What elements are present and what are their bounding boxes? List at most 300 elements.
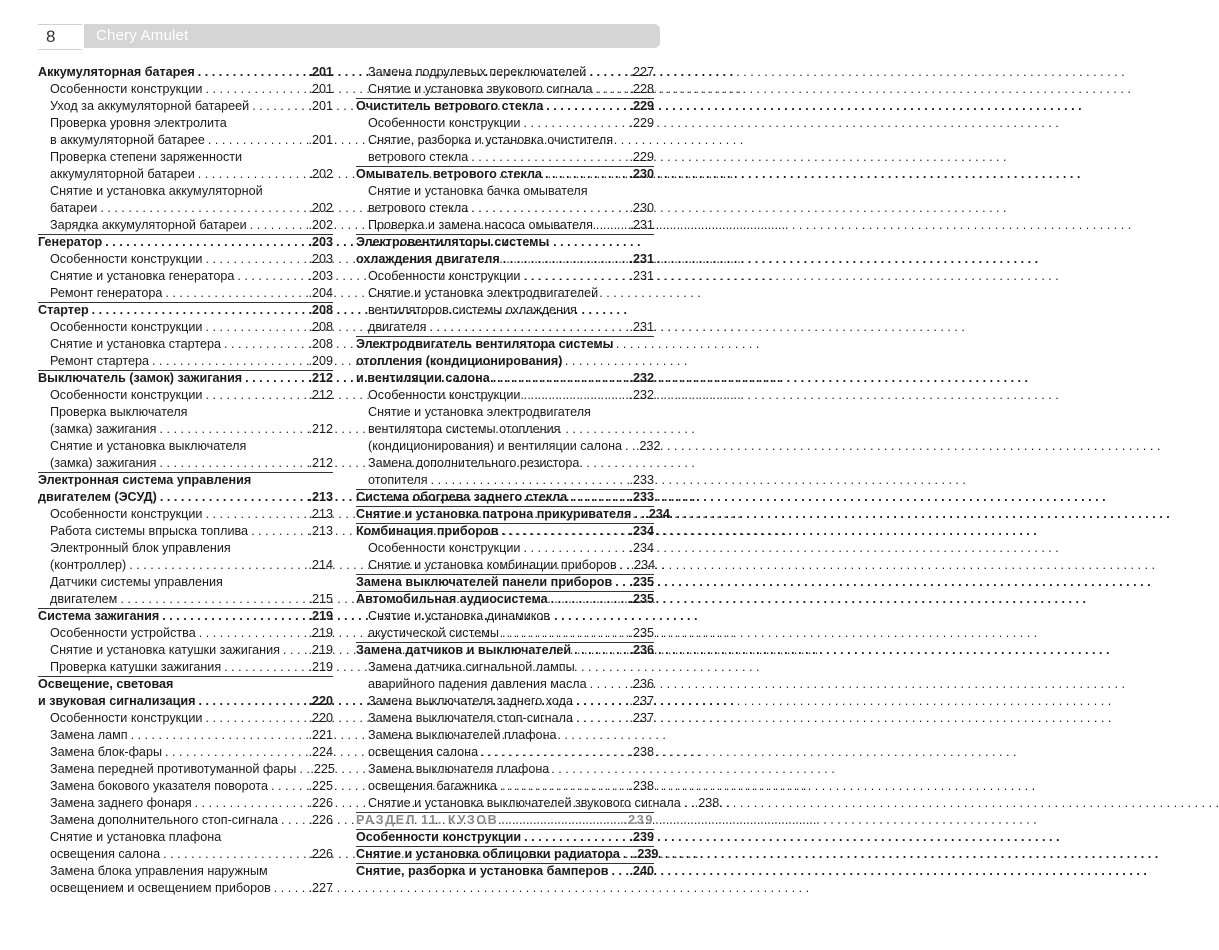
toc-entry[interactable] [356, 98, 654, 115]
divider [356, 863, 654, 864]
toc-entry-title: Снятие и установка электродвигателей [368, 286, 599, 300]
dot-leader [299, 761, 307, 778]
toc-subentry[interactable] [38, 268, 333, 285]
toc-subentry[interactable] [38, 727, 333, 744]
toc-entry-title: Омыватель ветрового стекла [356, 167, 543, 181]
toc-subentry[interactable] [356, 217, 654, 234]
toc-page-number: .212 [308, 388, 333, 402]
toc-subentry[interactable] [38, 761, 333, 778]
toc-subentry[interactable] [356, 761, 654, 795]
toc-entry-title: аккумуляторной батареи [50, 167, 195, 181]
toc-subentry[interactable] [356, 132, 654, 166]
dot-leader [431, 472, 627, 489]
toc-entry-title: Замена выключателя плафона [368, 762, 550, 776]
divider [356, 234, 654, 235]
dot-leader [224, 659, 305, 676]
toc-subentry[interactable] [356, 727, 654, 761]
toc-page-number: .239 [623, 813, 654, 827]
dot-leader [625, 438, 633, 455]
divider [356, 829, 654, 830]
toc-entry-title: Особенности конструкции [50, 252, 203, 266]
dot-leader [596, 217, 627, 234]
toc-entry-title: Комбинация приборов [356, 524, 499, 538]
toc-entry-title: отопления (кондиционирования) [356, 354, 563, 368]
dot-leader [100, 200, 305, 217]
dot-leader [612, 863, 627, 880]
toc-subentry[interactable] [38, 540, 333, 574]
toc-entry-title: Датчики системы управления [50, 575, 223, 589]
toc-page-number: .236 [629, 677, 654, 691]
toc-subentry[interactable] [356, 183, 654, 217]
toc-page-number: .209 [308, 354, 333, 368]
dot-leader [589, 64, 626, 81]
toc-page-number: .234 [629, 524, 654, 538]
toc-page-number: .201 [308, 99, 333, 113]
toc-entry-title: двигателя [368, 320, 427, 334]
dot-leader [523, 115, 626, 132]
toc-entry[interactable] [356, 829, 654, 846]
toc-entry-title: аварийного падения давления масла [368, 677, 587, 691]
dot-leader [283, 642, 306, 659]
toc-entry-title: Снятие и установка выключателей звукового сигнала [368, 796, 681, 810]
toc-page-number: .235 [629, 575, 654, 589]
toc-page-number: .208 [308, 320, 333, 334]
toc-entry-title: Снятие и установка комбинации приборов [368, 558, 617, 572]
toc-page-number: .232 [629, 388, 654, 402]
toc-page-number: .229 [629, 150, 654, 164]
toc-subentry[interactable] [38, 217, 333, 234]
toc-subentry[interactable] [38, 319, 333, 336]
toc-page-number: .201 [308, 65, 333, 79]
toc-entry-title: Замена выключателя заднего хода [368, 694, 573, 708]
toc-entry-title: двигателем (ЭСУД) [38, 490, 157, 504]
divider [356, 506, 654, 507]
divider [356, 98, 654, 99]
toc-page-number: .231 [629, 320, 654, 334]
toc-subentry[interactable] [38, 710, 333, 727]
dot-leader [198, 693, 305, 710]
divider [38, 472, 333, 473]
toc-page-number: .238 [629, 779, 654, 793]
dot-leader [205, 81, 305, 98]
toc-entry-title: Автомобильная аудиосистема [356, 592, 548, 606]
toc-page-number: .229 [629, 99, 654, 113]
toc-entry-title: Очиститель ветрового стекла [356, 99, 544, 113]
dot-leader [500, 778, 627, 795]
toc-page-number: .220 [308, 711, 333, 725]
toc-page-number: .235 [629, 626, 654, 640]
toc-entry-title: Замена выключателей плафона [368, 728, 557, 742]
toc-entry-title: освещения багажника [368, 779, 497, 793]
dot-leader [523, 540, 626, 557]
dot-leader [199, 625, 306, 642]
dot-leader [92, 302, 306, 319]
toc-subentry[interactable] [38, 98, 333, 115]
toc-entry[interactable] [356, 846, 659, 863]
dot-leader [205, 506, 305, 523]
toc-entry[interactable] [356, 591, 654, 608]
toc-entry-title: Снятие и установка выключателя [50, 439, 247, 453]
divider [38, 608, 333, 609]
toc-page-number: .213 [308, 507, 333, 521]
toc-entry-title: Особенности устройства [50, 626, 196, 640]
dot-leader [160, 489, 306, 506]
toc-page-number: .234 [645, 507, 670, 521]
toc-entry-title: (кондиционирования) и вентиляции салона [368, 439, 623, 453]
toc-entry-title: Зарядка аккумуляторной батареи [50, 218, 247, 232]
toc-page-number: .238 [629, 745, 654, 759]
toc-subentry[interactable] [38, 863, 333, 897]
toc-page-number: .201 [308, 133, 333, 147]
toc-entry-title: Генератор [38, 235, 103, 249]
toc-subentry[interactable] [38, 523, 333, 540]
dot-leader [620, 557, 628, 574]
dot-leader [576, 693, 627, 710]
toc-entry-title: (замка) зажигания [50, 422, 157, 436]
toc-entry-title: Снятие и установка патрона прикуривателя [356, 507, 632, 521]
toc-page-number: .227 [629, 65, 654, 79]
toc-entry-title: Снятие и установка плафона [50, 830, 222, 844]
dot-leader [590, 676, 627, 693]
toc-subentry[interactable] [356, 387, 654, 404]
divider [356, 812, 654, 813]
toc-page-number: .231 [629, 218, 654, 232]
toc-entry[interactable] [356, 574, 654, 591]
toc-entry-title: ветрового стекла [368, 150, 469, 164]
toc-subentry[interactable] [356, 404, 661, 455]
toc-entry-title: Аккумуляторная батарея [38, 65, 195, 79]
toc-entry-title: Замена выключателей панели приборов [356, 575, 613, 589]
toc-entry-title: Выключатель (замок) зажигания [38, 371, 243, 385]
toc-subentry[interactable] [356, 115, 654, 132]
toc-subentry[interactable] [356, 64, 654, 81]
toc-entry[interactable] [38, 370, 333, 387]
toc-entry-title: РАЗДЕЛ 11. КУЗОВ [356, 813, 499, 827]
toc-entry[interactable] [356, 336, 654, 387]
dot-leader [271, 778, 305, 795]
toc-entry-title: Особенности конструкции [50, 388, 203, 402]
header-title: Chery Amulet [96, 27, 189, 44]
dot-leader [159, 421, 305, 438]
dot-leader [570, 489, 626, 506]
toc-page-number: .236 [629, 643, 654, 657]
toc-subentry[interactable] [356, 268, 654, 285]
toc-subentry[interactable] [356, 540, 654, 557]
toc-subentry[interactable] [38, 404, 333, 438]
toc-entry-title: Освещение, световая [38, 677, 174, 691]
toc-entry-title: Снятие и установка бачка омывателя [368, 184, 588, 198]
dot-leader [159, 455, 305, 472]
toc-page-number: .233 [629, 473, 654, 487]
toc-entry-title: Особенности конструкции [50, 507, 203, 521]
dot-leader [545, 166, 626, 183]
toc-entry-title: (замка) зажигания [50, 456, 157, 470]
toc-page-number: .219 [308, 660, 333, 674]
toc-subentry[interactable] [38, 387, 333, 404]
toc-subentry[interactable] [38, 81, 333, 98]
toc-subentry[interactable] [38, 829, 333, 863]
toc-page-number: .212 [308, 422, 333, 436]
toc-section-heading[interactable] [356, 812, 654, 829]
toc-entry-title: Замена заднего фонаря [50, 796, 192, 810]
dot-leader [471, 149, 626, 166]
toc-entry-title: Особенности конструкции [50, 82, 203, 96]
divider [356, 336, 654, 337]
toc-page-number: .226 [308, 796, 333, 810]
toc-entry-title: Снятие и установка электродвигателя [368, 405, 591, 419]
toc-entry-title: Снятие и установка звукового сигнала [368, 82, 593, 96]
toc-subentry[interactable] [356, 608, 654, 642]
toc-entry-title: Снятие, разборка и установка очистителя [368, 133, 614, 147]
toc-page-number: .229 [629, 116, 654, 130]
toc-page-number: .208 [308, 337, 333, 351]
toc-page-number: .225 [308, 779, 333, 793]
toc-page-number: .227 [308, 881, 333, 895]
toc-page-number: .219 [308, 609, 333, 623]
toc-page-number: .214 [308, 558, 333, 572]
dot-leader [224, 336, 305, 353]
toc-entry-title: Особенности конструкции [368, 116, 521, 130]
toc-subentry[interactable] [38, 625, 333, 642]
toc-entry-title: вентилятора системы отопления [368, 422, 561, 436]
toc-entry-title: Замена блок-фары [50, 745, 162, 759]
toc-subentry[interactable] [38, 744, 333, 761]
toc-subentry[interactable] [38, 149, 333, 183]
toc-entry[interactable] [356, 523, 654, 540]
toc-subentry[interactable] [356, 455, 654, 489]
toc-entry-title: (контроллер) [50, 558, 127, 572]
divider [356, 846, 654, 847]
toc-entry-title: Электронная система управления [38, 473, 252, 487]
dot-leader [120, 591, 305, 608]
toc-entry[interactable] [38, 234, 333, 251]
divider [356, 591, 654, 592]
toc-entry-title: Ремонт стартера [50, 354, 150, 368]
toc-page-number: .228 [629, 82, 654, 96]
toc-subentry[interactable] [38, 795, 333, 812]
toc-entry-title: Система зажигания [38, 609, 160, 623]
toc-entry-title: Проверка выключателя [50, 405, 188, 419]
toc-entry-title: Особенности конструкции [356, 830, 522, 844]
toc-page-number: .232 [636, 439, 661, 453]
dot-leader [205, 710, 305, 727]
dot-leader [493, 370, 627, 387]
page-number-box [38, 24, 82, 50]
dot-leader [684, 795, 692, 812]
toc-page-number: .233 [629, 490, 654, 504]
toc-entry-title: в аккумуляторной батарее [50, 133, 205, 147]
toc-entry-title: Замена ламп [50, 728, 128, 742]
toc-entry[interactable] [38, 676, 333, 710]
toc-entry[interactable] [356, 506, 670, 523]
toc-subentry[interactable] [38, 642, 333, 659]
dot-leader [205, 251, 305, 268]
toc-page-number: .213 [308, 524, 333, 538]
toc-subentry[interactable] [38, 336, 333, 353]
toc-entry-title: освещения салона [50, 847, 161, 861]
toc-entry-title: Проверка уровня электролита [50, 116, 227, 130]
dot-leader [250, 217, 306, 234]
toc-subentry[interactable] [356, 795, 720, 812]
toc-page-number: .212 [308, 371, 333, 385]
toc-entry[interactable] [356, 489, 654, 506]
toc-entry-title: Снятие и установка генератора [50, 269, 235, 283]
divider [38, 370, 333, 371]
toc-page-number: .203 [308, 235, 333, 249]
toc-entry-title: Замена бокового указателя поворота [50, 779, 269, 793]
toc-page-number: .226 [308, 813, 333, 827]
toc-entry-title: освещения салона [368, 745, 479, 759]
toc-entry-title: Уход за аккумуляторной батареей [50, 99, 250, 113]
toc-page-number: .234 [630, 558, 656, 572]
dot-leader [523, 268, 626, 285]
toc-entry-title: Снятие и установка динамиков [368, 609, 551, 623]
toc-entry-title: освещением и освещением приборов [50, 881, 271, 895]
toc-right-column [356, 64, 720, 880]
toc-page-number: .234 [629, 541, 654, 555]
dot-leader [430, 319, 627, 336]
toc-subentry[interactable] [356, 81, 654, 98]
dot-leader [208, 132, 306, 149]
dot-leader [195, 795, 306, 812]
toc-page-number: .237 [629, 711, 654, 725]
toc-entry-title: Снятие и установка облицовки радиатора [356, 847, 620, 861]
toc-page-number: .208 [308, 303, 333, 317]
dot-leader [105, 234, 305, 251]
dot-leader [251, 523, 305, 540]
toc-entry-title: Особенности конструкции [368, 269, 521, 283]
toc-entry-title: Проверка и замена насоса омывателя [368, 218, 593, 232]
toc-page-number: .202 [308, 218, 333, 232]
toc-entry[interactable] [356, 863, 654, 880]
toc-entry-title: и вентиляции салона [356, 371, 490, 385]
toc-entry-title: Снятие и установка стартера [50, 337, 222, 351]
toc-left-column [38, 64, 333, 897]
dot-leader [551, 591, 627, 608]
toc-subentry[interactable] [38, 115, 333, 149]
toc-entry-title: и звуковая сигнализация [38, 694, 196, 708]
toc-page-number: .231 [629, 269, 654, 283]
toc-entry-title: ветрового стекла [368, 201, 469, 215]
toc-subentry[interactable] [38, 506, 333, 523]
toc-page-number: .215 [308, 592, 333, 606]
toc-entry-title: Замена датчика сигнальной лампы [368, 660, 575, 674]
toc-entry-title: вентиляторов системы охлаждения [368, 303, 577, 317]
toc-page-number: .224 [308, 745, 333, 759]
toc-subentry[interactable] [38, 778, 333, 795]
dot-leader [623, 846, 631, 863]
dot-leader [502, 625, 627, 642]
dot-leader [481, 744, 626, 761]
toc-subentry[interactable] [38, 812, 333, 829]
dot-leader [198, 166, 306, 183]
toc-subentry[interactable] [38, 183, 333, 217]
toc-page-number: .219 [308, 626, 333, 640]
toc-entry[interactable] [38, 64, 333, 81]
toc-subentry[interactable] [356, 710, 654, 727]
page-header [38, 24, 660, 48]
toc-entry-title: Система обогрева заднего стекла [356, 490, 568, 504]
toc-entry-title: Ремонт генератора [50, 286, 163, 300]
divider [356, 574, 654, 575]
dot-leader [546, 98, 626, 115]
toc-page-number: .219 [308, 643, 333, 657]
toc-page-number: .212 [308, 456, 333, 470]
toc-page-number: .202 [308, 201, 333, 215]
divider [38, 302, 333, 303]
toc-entry-title: Замена выключателя стоп-сигнала [368, 711, 573, 725]
toc-entry-title: Проверка катушки зажигания [50, 660, 222, 674]
toc-page-number: .225 [310, 762, 335, 776]
divider [356, 642, 654, 643]
dot-leader [129, 557, 305, 574]
toc-subentry[interactable] [38, 659, 333, 676]
toc-entry-title: охлаждения двигателя [356, 252, 500, 266]
toc-entry-title: Электродвигатель вентилятора системы [356, 337, 614, 351]
dot-leader [152, 353, 305, 370]
toc-subentry[interactable] [38, 574, 333, 608]
divider [356, 166, 654, 167]
toc-subentry[interactable] [356, 659, 654, 693]
toc-entry-title: Электронный блок управления [50, 541, 231, 555]
toc-entry-title: Снятие, разборка и установка бамперов [356, 864, 609, 878]
toc-subentry[interactable] [356, 557, 654, 574]
toc-entry-title: Особенности конструкции [368, 388, 521, 402]
dot-leader [615, 574, 626, 591]
toc-entry[interactable] [356, 166, 654, 183]
toc-subentry[interactable] [38, 353, 333, 370]
toc-entry[interactable] [38, 608, 333, 625]
toc-page-number: .213 [308, 490, 333, 504]
dot-leader [252, 98, 305, 115]
toc-entry[interactable] [356, 234, 654, 268]
toc-entry-title: батареи [50, 201, 98, 215]
dot-leader [523, 387, 626, 404]
toc-subentry[interactable] [356, 285, 654, 336]
dot-leader [163, 846, 305, 863]
dot-leader [501, 812, 620, 829]
toc-page-number: .239 [633, 847, 659, 861]
dot-leader [165, 744, 305, 761]
dot-leader [471, 200, 626, 217]
toc-page-number: .203 [308, 269, 333, 283]
toc-entry-title: Замена подрулевых переключателей [368, 65, 587, 79]
toc-entry-title: Особенности конструкции [368, 541, 521, 555]
toc-subentry[interactable] [38, 285, 333, 302]
toc-page-number: .203 [308, 252, 333, 266]
dot-leader [198, 64, 306, 81]
toc-entry[interactable] [356, 642, 654, 659]
toc-entry[interactable] [38, 472, 333, 506]
toc-page-number: .226 [308, 847, 333, 861]
toc-entry-title: Снятие и установка аккумуляторной [50, 184, 263, 198]
toc-page-number: .231 [629, 252, 654, 266]
dot-leader [524, 829, 626, 846]
toc-page-number: .230 [629, 167, 654, 181]
toc-entry-title: Замена дополнительного резистора [368, 456, 580, 470]
dot-leader [634, 506, 642, 523]
toc-entry-title: Снятие и установка катушки зажигания [50, 643, 280, 657]
dot-leader [576, 710, 626, 727]
toc-subentry[interactable] [356, 693, 654, 710]
dot-leader [205, 319, 305, 336]
toc-entry-title: Стартер [38, 303, 89, 317]
toc-subentry[interactable] [38, 251, 333, 268]
toc-subentry[interactable] [38, 438, 333, 472]
toc-entry[interactable] [38, 302, 333, 319]
dot-leader [131, 727, 306, 744]
toc-entry-title: Проверка степени заряженности [50, 150, 243, 164]
